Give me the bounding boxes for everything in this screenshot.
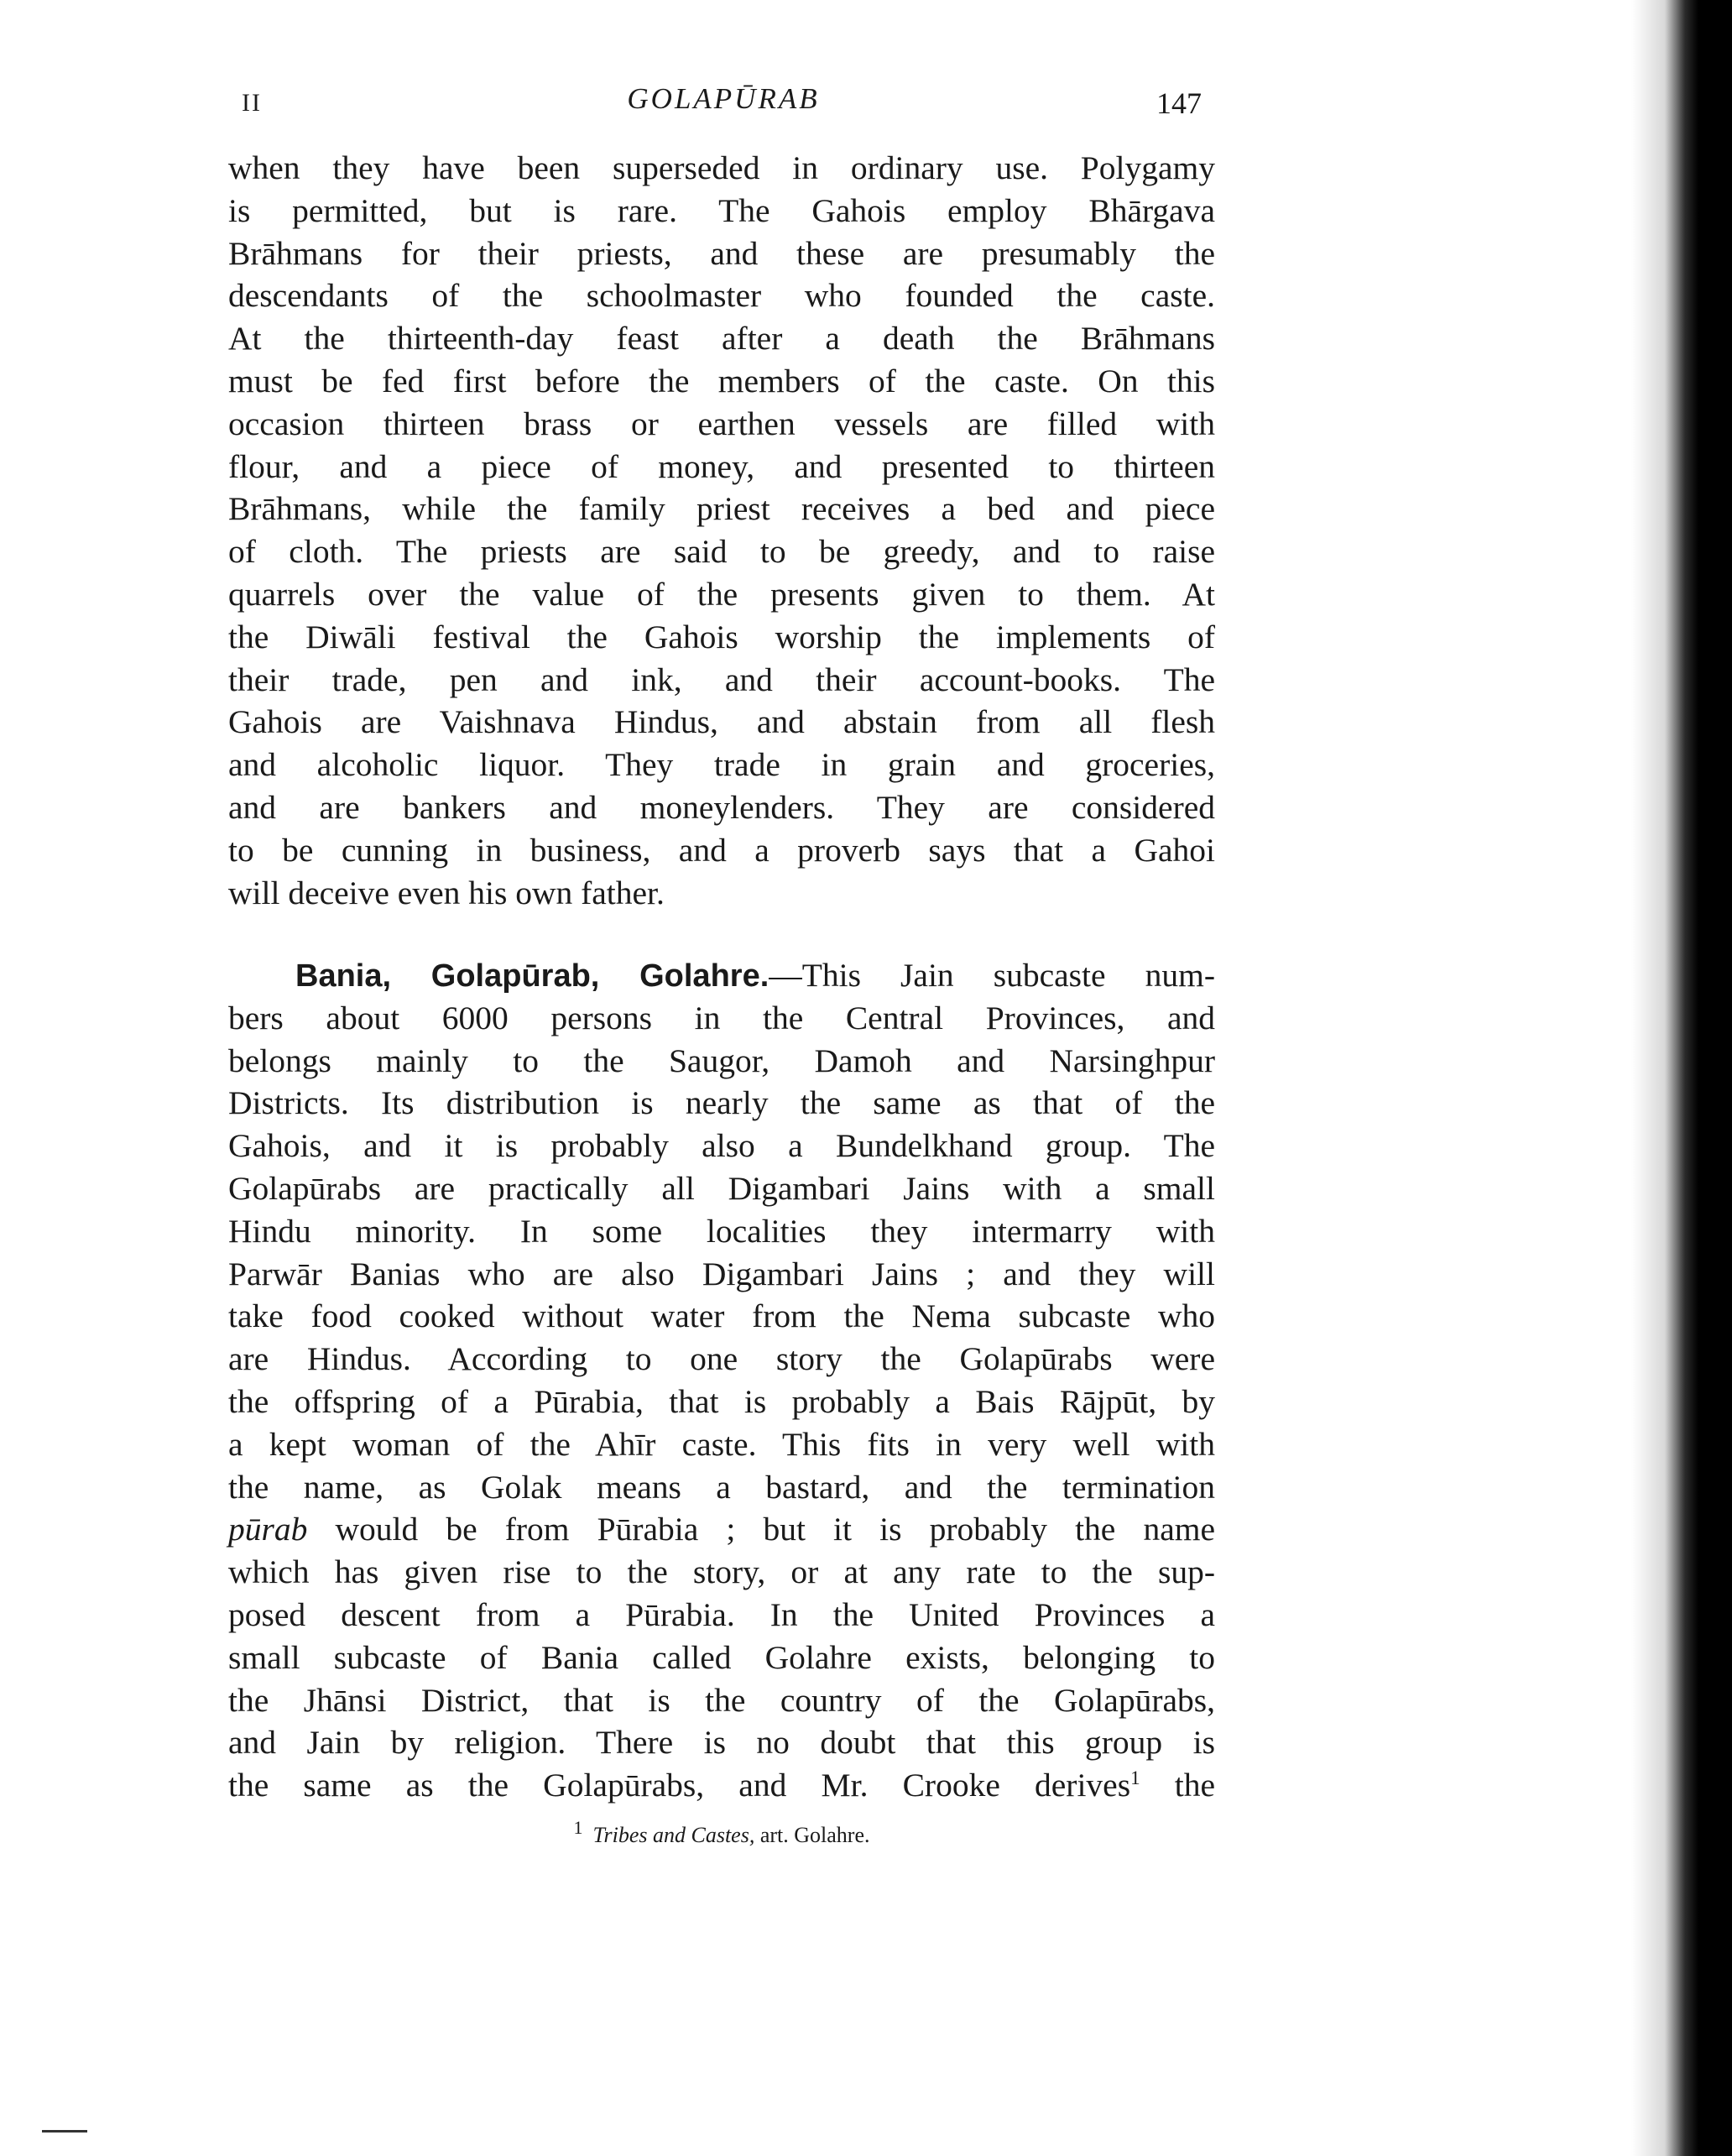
text-line: Hindu minority. In some localities they intermarry with [228, 1212, 1215, 1250]
line-text: the [1140, 1767, 1215, 1804]
text-line-with-note [228, 1764, 1215, 1807]
text-line: occasion thirteen brass or earthen vessels are filled with [228, 405, 1215, 442]
text-line: Golapūrabs are practically all Digambari Jains with a small [228, 1169, 1215, 1207]
text-line: belongs mainly to the Saugor, Damoh and Narsinghpur [228, 1041, 1215, 1079]
text-line: when they have been superseded in ordinary use. Polygamy [228, 149, 1215, 186]
text-line: the Diwāli festival the Gahois worship the implements of [228, 618, 1215, 655]
running-title: GOLAPŪRAB [627, 82, 820, 115]
text-line: bers about 6000 persons in the Central Provinces, and [228, 999, 1215, 1036]
paragraph-gahoi-continued [228, 147, 1215, 914]
section-heading: Bania, Golapūrab, Golahre. [295, 958, 769, 994]
text-line: Districts. Its distribution is nearly the same as that of the [228, 1084, 1215, 1122]
text-line: of cloth. The priests are said to be greedy, and to raise [228, 533, 1215, 571]
page-edge-mark [42, 2130, 87, 2133]
text-line: quarrels over the value of the presents given to them. At [228, 575, 1215, 613]
text-line-purab [228, 1508, 1215, 1551]
text-line: Gahois, and it is probably also a Bundelkhand group. The [228, 1127, 1215, 1165]
italic-term: pūrab [228, 1511, 308, 1548]
text-line: is permitted, but is rare. The Gahois employ Bhārgava [228, 191, 1215, 229]
text-line: and are bankers and moneylenders. They are considered [228, 788, 1215, 826]
text-line: Brāhmans for their priests, and these are presumably the [228, 234, 1215, 272]
text-line: must be fed first before the members of the caste. On this [228, 362, 1215, 399]
text-line: the offspring of a Pūrabia, that is probably a Bais Rājpūt, by [228, 1382, 1215, 1420]
text-line: small subcaste of Bania called Golahre exists, belonging to [228, 1638, 1215, 1676]
footnote [228, 1817, 1215, 1848]
first-line-text: —This Jain subcaste num- [769, 957, 1215, 994]
text-line: a kept woman of the Ahīr caste. This fits in very well with [228, 1425, 1215, 1463]
text-line: are Hindus. According to one story the Golapūrabs were [228, 1340, 1215, 1378]
text-line: take food cooked without water from the Nema subcaste who [228, 1297, 1215, 1335]
text-line-first [228, 954, 1215, 997]
footnote-text: art. Golahre. [754, 1823, 870, 1847]
text-line: Gahois are Vaishnava Hindus, and abstain from all flesh [228, 703, 1215, 741]
paragraph-golapurab [228, 954, 1215, 1807]
text-line: Parwār Banias who are also Digambari Jains ; and they will [228, 1255, 1215, 1292]
text-line: Brāhmans, while the family priest receives a bed and piece [228, 490, 1215, 528]
line-text: the same as the Golapūrabs, and Mr. Crooke derives [228, 1767, 1131, 1804]
binding-shadow [1631, 0, 1732, 2156]
text-line: their trade, pen and ink, and their account-books. The [228, 660, 1215, 698]
footnote-marker: 1 [573, 1817, 583, 1839]
text-line: the name, as Golak means a bastard, and the termination [228, 1468, 1215, 1506]
page-number: 147 [1156, 86, 1202, 120]
page-header [228, 77, 1218, 128]
footnote-reference[interactable]: 1 [1130, 1767, 1140, 1788]
text-line: posed descent from a Pūrabia. In the United Provinces a [228, 1595, 1215, 1633]
text-line: and Jain by religion. There is no doubt that this group is [228, 1724, 1215, 1762]
text-line: and alcoholic liquor. They trade in grain and groceries, [228, 746, 1215, 784]
text-line: the Jhānsi District, that is the country of the Golapūrabs, [228, 1681, 1215, 1719]
text-line: to be cunning in business, and a proverb says that a Gahoi [228, 831, 1215, 869]
line-text: would be from Pūrabia ; but it is probably the name [307, 1511, 1215, 1548]
text-line: will deceive even his own father. [228, 874, 665, 911]
text-line: flour, and a piece of money, and presented to thirteen [228, 447, 1215, 485]
text-line: descendants of the schoolmaster who founded the caste. [228, 277, 1215, 315]
signature-mark: II [242, 89, 262, 117]
text-line: which has given rise to the story, or at any rate to the sup- [228, 1553, 1215, 1591]
footnote-title: Tribes and Castes, [592, 1823, 755, 1847]
text-line: At the thirteenth-day feast after a death the Brāhmans [228, 320, 1215, 358]
